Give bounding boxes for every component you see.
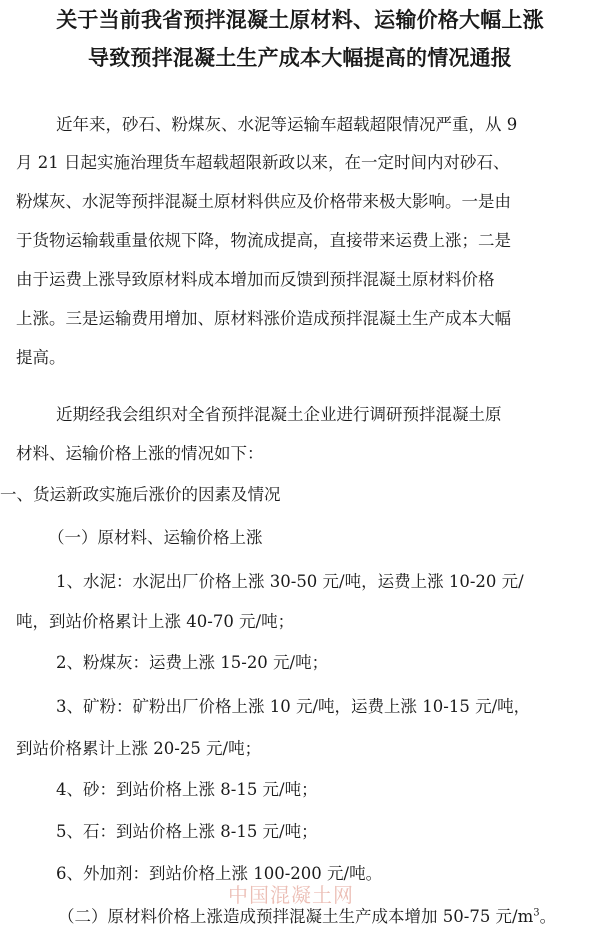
subsection-heading-1: （一）原材料、运输价格上涨 (48, 528, 263, 547)
paragraph-1-line-3: 粉煤灰、水泥等预拌混凝土原材料供应及价格带来极大影响。一是由 (16, 192, 511, 211)
item-flyash: 2、粉煤灰：运费上涨 15-20 元/吨； (56, 653, 329, 672)
paragraph-1-line-1: 近年来，砂石、粉煤灰、水泥等运输车超载超限情况严重，从 9 (56, 115, 518, 134)
item-slag-line-2: 到站价格累计上涨 20-25 元/吨； (16, 739, 262, 758)
item-stone: 5、石：到站价格上涨 8-15 元/吨； (56, 822, 318, 841)
item-cement-line-1: 1、水泥：水泥出厂价格上涨 30-50 元/吨，运费上涨 10-20 元/ (56, 572, 524, 591)
watermark-logo-text: 中国混凝土网 (228, 883, 354, 907)
paragraph-1-line-5: 由于运费上涨导致原材料成本增加而反馈到预拌混凝土原材料价格 (16, 270, 495, 289)
section-heading-1: 一、货运新政实施后涨价的因素及情况 (0, 485, 281, 504)
document-title-line-1: 关于当前我省预拌混凝土原材料、运输价格大幅上涨 (56, 8, 544, 32)
subsection-heading-2 (58, 906, 556, 928)
subsection-heading-2-text: （二）原材料价格上涨造成预拌混凝土生产成本增加 50-75 元/m (58, 907, 534, 926)
item-sand: 4、砂：到站价格上涨 8-15 元/吨； (56, 780, 318, 799)
paragraph-2-line-2: 材料、运输价格上涨的情况如下： (16, 444, 264, 463)
paragraph-1-line-2: 月 21 日起实施治理货车超载超限新政以来，在一定时间内对砂石、 (16, 153, 510, 172)
subsection-heading-2-end: 。 (539, 907, 557, 926)
document-title-line-2: 导致预拌混凝土生产成本大幅提高的情况通报 (88, 46, 512, 70)
superscript-3: 3 (533, 907, 540, 919)
paragraph-1-line-4: 于货物运输载重量依规下降，物流成提高，直接带来运费上涨；二是 (16, 231, 511, 250)
item-slag-line-1: 3、矿粉：矿粉出厂价格上涨 10 元/吨，运费上涨 10-15 元/吨， (56, 697, 531, 716)
item-admixture: 6、外加剂：到站价格上涨 100-200 元/吨。 (56, 864, 383, 883)
paragraph-1-line-7: 提高。 (16, 348, 66, 367)
item-cement-line-2: 吨，到站价格累计上涨 40-70 元/吨； (16, 612, 295, 631)
paragraph-2-line-1: 近期经我会组织对全省预拌混凝土企业进行调研预拌混凝土原 (56, 405, 502, 424)
paragraph-1-line-6: 上涨。三是运输费用增加、原材料涨价造成预拌混凝土生产成本大幅 (16, 309, 511, 328)
